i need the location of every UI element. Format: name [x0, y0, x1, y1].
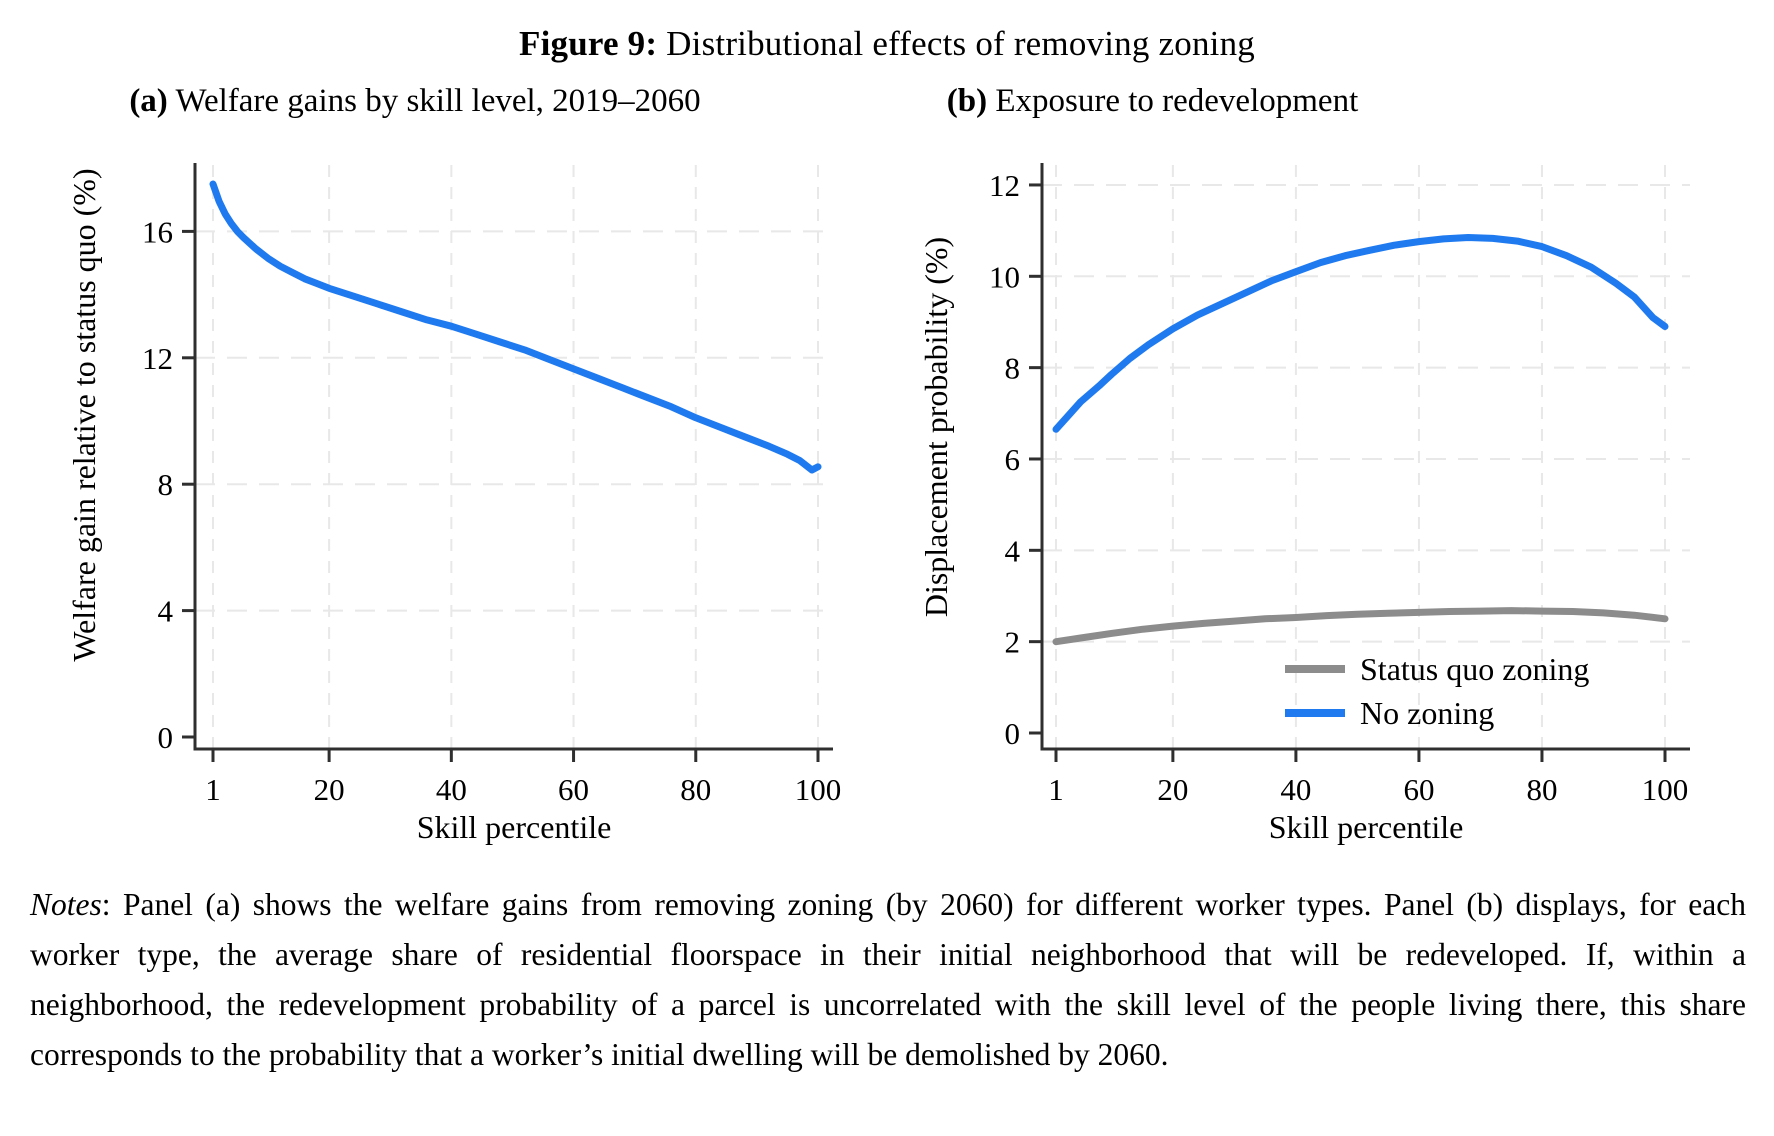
notes-body: : Panel (a) shows the welfare gains from removing zoning (by 2060) for different worker types. Panel (b) displays, for each worker type, the average share of residential floorspace in their initial neighborhood that will be redeveloped. If, within a neighborhood, the redevelopment probability of a parcel is uncorrelated with the skill level of the people living there, this share corresponds to the probability that a worker’s initial dwelling will be demolished by 2060. [30, 887, 1746, 1072]
series-line [1056, 611, 1665, 642]
x-tick-label: 80 [680, 772, 712, 807]
x-tick-label: 60 [558, 772, 590, 807]
y-tick-label: 8 [157, 467, 173, 503]
series-line [1056, 238, 1665, 430]
figure-title [0, 24, 1774, 64]
panel-a-label: (a) [129, 83, 168, 119]
x-tick-label: 1 [1048, 772, 1064, 807]
x-tick-label: 20 [313, 772, 345, 807]
notes-label: Notes [30, 887, 102, 922]
y-tick-label: 0 [1004, 716, 1020, 751]
legend-label: Status quo zoning [1360, 651, 1590, 687]
x-tick-label: 40 [1280, 772, 1312, 807]
y-tick-label: 12 [989, 167, 1020, 203]
figure-title-text: Distributional effects of removing zoning [657, 24, 1255, 63]
y-tick-label: 6 [1004, 441, 1020, 477]
welfare-gains-line-chart [40, 140, 880, 852]
y-axis-label: Displacement probability (%) [918, 236, 954, 618]
y-tick-label: 4 [1004, 533, 1020, 569]
panel-a-title-text: Welfare gains by skill level, 2019–2060 [167, 83, 701, 119]
panel-a-title [40, 83, 790, 120]
y-tick-label: 12 [142, 340, 173, 376]
panel-b-title [900, 83, 1405, 120]
y-tick-label: 0 [157, 720, 173, 755]
x-tick-label: 60 [1403, 772, 1435, 807]
legend-label: No zoning [1360, 695, 1495, 731]
x-tick-label: 80 [1526, 772, 1558, 807]
x-tick-label: 100 [1641, 772, 1689, 807]
figure-number: Figure 9: [519, 24, 658, 63]
x-axis-label: Skill percentile [416, 809, 612, 845]
figure-notes [30, 880, 1746, 1080]
x-axis-label: Skill percentile [1268, 809, 1464, 845]
x-tick-label: 20 [1157, 772, 1189, 807]
y-tick-label: 2 [1004, 624, 1020, 660]
panel-b-label: (b) [946, 83, 988, 119]
y-axis-label: Welfare gain relative to status quo (%) [66, 168, 102, 662]
y-tick-label: 8 [1004, 350, 1020, 386]
y-tick-label: 16 [142, 214, 173, 250]
displacement-probability-line-chart [900, 140, 1774, 852]
y-tick-label: 4 [157, 593, 173, 629]
x-tick-label: 40 [435, 772, 467, 807]
panel-b-title-text: Exposure to redevelopment [987, 83, 1359, 119]
series-line [213, 184, 818, 470]
x-tick-label: 100 [794, 772, 842, 807]
y-tick-label: 10 [989, 259, 1020, 295]
x-tick-label: 1 [205, 772, 221, 807]
